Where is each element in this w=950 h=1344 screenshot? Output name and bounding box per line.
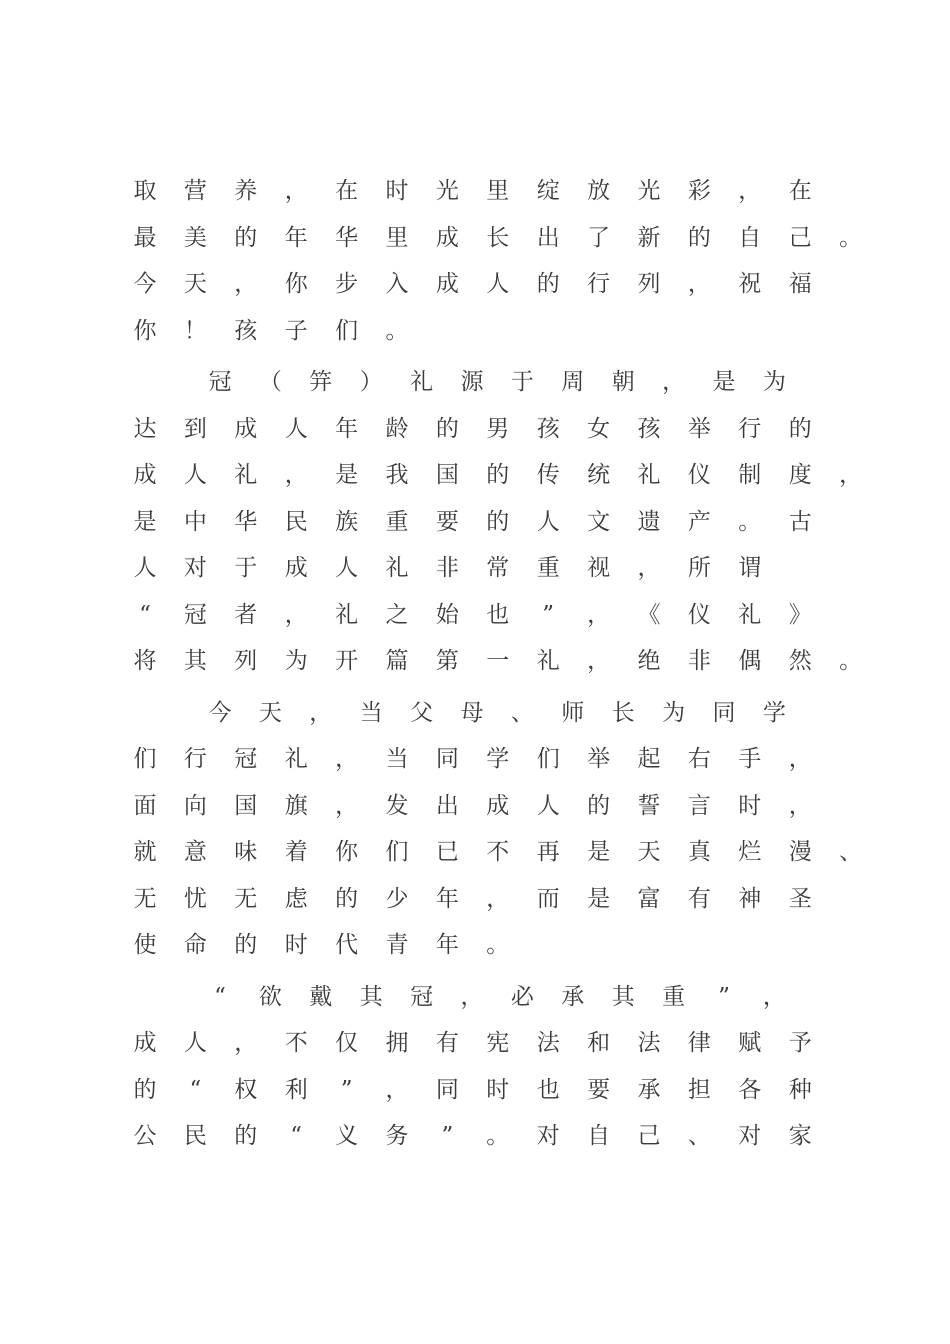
glyph: 天: [258, 699, 282, 726]
text-line: [0, 837, 950, 877]
glyph: 篇: [385, 648, 409, 674]
glyph: 民: [183, 1123, 207, 1149]
glyph: 种: [788, 1076, 812, 1103]
glyph: 成: [435, 271, 459, 297]
glyph: 务: [385, 1123, 409, 1149]
glyph: 族: [335, 508, 359, 535]
glyph: ，: [234, 1030, 258, 1056]
glyph: 产: [687, 508, 711, 535]
glyph: 所: [687, 555, 711, 581]
glyph: ，: [234, 271, 258, 297]
glyph: 权: [234, 1076, 258, 1103]
text-line: [0, 1121, 950, 1161]
glyph: 然: [788, 648, 812, 674]
text-line: [0, 316, 950, 356]
glyph: 赋: [738, 1030, 762, 1056]
glyph: ，: [385, 1076, 409, 1103]
glyph: ，: [335, 792, 359, 819]
glyph: 其: [183, 648, 207, 674]
glyph: 于: [234, 555, 258, 581]
glyph: 家: [788, 1123, 812, 1149]
glyph: 虑: [284, 885, 308, 912]
glyph: 年: [335, 415, 359, 442]
glyph: 人: [536, 792, 560, 819]
glyph: 师: [561, 699, 585, 726]
glyph: 人: [284, 415, 308, 442]
glyph: 《: [637, 601, 661, 628]
glyph: 国: [234, 792, 258, 819]
glyph: 其: [359, 983, 383, 1010]
glyph: 戴: [309, 983, 333, 1010]
text-line: [0, 507, 950, 547]
glyph: 发: [385, 792, 409, 819]
glyph: 、: [839, 839, 863, 865]
glyph: 无: [133, 885, 157, 912]
glyph: 为: [762, 369, 786, 395]
glyph: 人: [335, 555, 359, 581]
glyph: 人: [486, 271, 510, 297]
glyph: 的: [335, 885, 359, 912]
glyph: 礼: [637, 462, 661, 488]
glyph: 偶: [738, 648, 762, 674]
glyph: 富: [637, 885, 661, 912]
glyph: 第: [435, 648, 459, 674]
glyph: 右: [687, 746, 711, 772]
glyph: 同: [712, 699, 736, 726]
glyph: 是: [587, 885, 611, 912]
glyph: 时: [284, 932, 308, 958]
glyph: 源: [460, 369, 484, 395]
glyph: 真: [687, 839, 711, 865]
glyph: 男: [486, 415, 510, 442]
glyph: 新: [637, 224, 661, 251]
glyph: 龄: [385, 415, 409, 442]
glyph: 礼: [385, 555, 409, 581]
glyph: 天: [183, 271, 207, 297]
glyph: 你: [335, 839, 359, 865]
glyph: 义: [335, 1123, 359, 1149]
glyph: 同: [435, 746, 459, 772]
glyph: 。: [738, 508, 762, 535]
glyph: 步: [335, 271, 359, 297]
glyph: 的: [234, 932, 258, 958]
glyph: 重: [536, 555, 560, 581]
glyph: 。: [839, 224, 863, 251]
glyph: 你: [133, 317, 157, 344]
glyph: 绽: [536, 178, 560, 204]
glyph: 仪: [687, 601, 711, 628]
glyph: 予: [788, 1030, 812, 1056]
glyph: 者: [234, 601, 258, 628]
glyph: 而: [536, 885, 560, 912]
glyph: 里: [486, 178, 510, 204]
glyph: 自: [587, 1123, 611, 1149]
glyph: ，: [284, 178, 308, 204]
glyph: 养: [234, 178, 258, 204]
glyph: ，: [637, 555, 661, 581]
glyph: 举: [587, 746, 611, 772]
glyph: 。: [486, 932, 510, 958]
glyph: 最: [133, 224, 157, 251]
glyph: 人: [536, 508, 560, 535]
glyph: 人: [183, 462, 207, 488]
glyph: 仪: [687, 462, 711, 488]
glyph: 中: [183, 508, 207, 535]
glyph: 子: [284, 317, 308, 344]
glyph: 言: [687, 792, 711, 819]
glyph: 漫: [788, 839, 812, 865]
text-line: [0, 884, 950, 924]
glyph: 重: [385, 508, 409, 535]
glyph: 其: [611, 983, 635, 1010]
glyph: 一: [486, 648, 510, 674]
glyph: 使: [133, 932, 157, 958]
glyph: 制: [738, 462, 762, 488]
glyph: ，: [687, 271, 711, 297]
glyph: ，: [284, 601, 308, 628]
glyph: 到: [183, 415, 207, 442]
glyph: ，: [587, 648, 611, 674]
text-line: [0, 367, 950, 407]
glyph: 对: [536, 1123, 560, 1149]
glyph: 必: [510, 983, 534, 1010]
glyph: 你: [284, 271, 308, 297]
glyph: 拥: [385, 1030, 409, 1056]
glyph: 的: [133, 1076, 157, 1103]
glyph: 法: [536, 1030, 560, 1056]
glyph: 的: [486, 462, 510, 488]
text-line: [0, 269, 950, 309]
text-line: [0, 600, 950, 640]
glyph: 担: [687, 1076, 711, 1103]
glyph: 孩: [637, 415, 661, 442]
glyph: 礼: [234, 462, 258, 488]
glyph: 在: [335, 178, 359, 204]
glyph: 列: [234, 648, 258, 674]
glyph: 已: [435, 839, 459, 865]
glyph: 是: [587, 839, 611, 865]
glyph: 宪: [486, 1030, 510, 1056]
glyph: 出: [435, 792, 459, 819]
glyph: 冠: [208, 369, 232, 395]
glyph: ！: [183, 317, 207, 344]
glyph: 。: [839, 648, 863, 674]
glyph: 学: [486, 746, 510, 772]
text-line: [0, 553, 950, 593]
text-line: [0, 982, 950, 1022]
glyph: 们: [385, 839, 409, 865]
glyph: 为: [284, 648, 308, 674]
glyph: 们: [536, 746, 560, 772]
glyph: 为: [662, 699, 686, 726]
glyph: ，: [788, 746, 812, 772]
glyph: ”: [340, 1076, 353, 1103]
glyph: ，: [309, 699, 333, 726]
glyph: 有: [435, 1030, 459, 1056]
glyph: ，: [486, 885, 510, 912]
glyph: 年: [435, 885, 459, 912]
glyph: 人: [183, 1030, 207, 1056]
glyph: 利: [284, 1076, 308, 1103]
glyph: 华: [335, 224, 359, 251]
glyph: 不: [284, 1030, 308, 1056]
glyph: 。: [385, 317, 409, 344]
glyph: 青: [385, 932, 409, 958]
glyph: 始: [435, 601, 459, 628]
glyph: 誓: [637, 792, 661, 819]
glyph: 同: [435, 1076, 459, 1103]
glyph: 时: [385, 178, 409, 204]
glyph: 冠: [234, 746, 258, 772]
glyph: ”: [542, 601, 555, 628]
glyph: 无: [234, 885, 258, 912]
glyph: 出: [536, 224, 560, 251]
glyph: 谓: [738, 555, 762, 581]
glyph: 、: [687, 1123, 711, 1149]
glyph: 对: [738, 1123, 762, 1149]
glyph: 之: [385, 601, 409, 628]
glyph: 举: [687, 415, 711, 442]
glyph: 传: [536, 462, 560, 488]
glyph: 圣: [788, 885, 812, 912]
glyph: 着: [284, 839, 308, 865]
glyph: 里: [385, 224, 409, 251]
glyph: 律: [687, 1030, 711, 1056]
glyph: 承: [561, 983, 585, 1010]
glyph: 遗: [637, 508, 661, 535]
glyph: 笄: [309, 369, 333, 395]
glyph: ，: [788, 792, 812, 819]
glyph: “: [189, 1076, 202, 1103]
glyph: 光: [435, 178, 459, 204]
glyph: 天: [637, 839, 661, 865]
glyph: 于: [510, 369, 534, 395]
glyph: 成: [133, 1030, 157, 1056]
glyph: 福: [788, 271, 812, 297]
text-line: [0, 1028, 950, 1068]
text-line: [0, 930, 950, 970]
glyph: 成: [284, 555, 308, 581]
glyph: 绝: [637, 648, 661, 674]
glyph: 们: [335, 317, 359, 344]
glyph: ，: [662, 369, 686, 395]
glyph: 礼: [738, 601, 762, 628]
glyph: 入: [385, 271, 409, 297]
glyph: 礼: [536, 648, 560, 674]
glyph: 少: [385, 885, 409, 912]
glyph: 度: [788, 462, 812, 488]
glyph: 神: [738, 885, 762, 912]
glyph: 》: [788, 601, 812, 628]
glyph: 向: [183, 792, 207, 819]
glyph: 的: [687, 224, 711, 251]
glyph: 视: [587, 555, 611, 581]
glyph: 长: [611, 699, 635, 726]
glyph: 我: [385, 462, 409, 488]
glyph: 己: [637, 1123, 661, 1149]
glyph: 礼: [284, 746, 308, 772]
text-line: [0, 1075, 950, 1115]
glyph: 成: [133, 462, 157, 488]
glyph: ，: [460, 983, 484, 1010]
glyph: 当: [385, 746, 409, 772]
glyph: 命: [183, 932, 207, 958]
glyph: ，: [284, 462, 308, 488]
glyph: 意: [183, 839, 207, 865]
glyph: 礼: [335, 601, 359, 628]
glyph: 是: [335, 462, 359, 488]
glyph: 再: [536, 839, 560, 865]
glyph: 是: [133, 508, 157, 535]
glyph: 朝: [611, 369, 635, 395]
glyph: 取: [133, 178, 157, 204]
glyph: 欲: [258, 983, 282, 1010]
glyph: 的: [788, 415, 812, 442]
glyph: ，: [587, 601, 611, 628]
glyph: ”: [441, 1123, 454, 1149]
glyph: 也: [536, 1076, 560, 1103]
glyph: ，: [335, 746, 359, 772]
glyph: 成: [435, 224, 459, 251]
glyph: ）: [359, 369, 383, 395]
glyph: 礼: [410, 369, 434, 395]
glyph: ”: [718, 983, 730, 1010]
glyph: ，: [762, 983, 786, 1010]
glyph: 的: [587, 792, 611, 819]
glyph: 各: [738, 1076, 762, 1103]
glyph: 将: [133, 648, 157, 674]
text-line: [0, 646, 950, 686]
glyph: 起: [637, 746, 661, 772]
glyph: ，: [839, 462, 863, 488]
glyph: 时: [738, 792, 762, 819]
glyph: 华: [234, 508, 258, 535]
glyph: 己: [788, 224, 812, 251]
glyph: 旗: [284, 792, 308, 819]
glyph: 光: [637, 178, 661, 204]
glyph: 长: [486, 224, 510, 251]
glyph: 列: [637, 271, 661, 297]
glyph: 放: [587, 178, 611, 204]
text-line: [0, 698, 950, 738]
text-line: [0, 791, 950, 831]
glyph: 非: [687, 648, 711, 674]
glyph: 开: [335, 648, 359, 674]
glyph: 古: [788, 508, 812, 535]
glyph: 营: [183, 178, 207, 204]
glyph: 和: [587, 1030, 611, 1056]
glyph: 面: [133, 792, 157, 819]
glyph: 味: [234, 839, 258, 865]
glyph: 母: [460, 699, 484, 726]
glyph: 们: [133, 746, 157, 772]
glyph: 年: [284, 224, 308, 251]
glyph: 的: [435, 415, 459, 442]
text-line: [0, 223, 950, 263]
glyph: 承: [637, 1076, 661, 1103]
glyph: 、: [510, 699, 534, 726]
glyph: 是: [712, 369, 736, 395]
glyph: 要: [435, 508, 459, 535]
text-line: [0, 744, 950, 784]
glyph: 在: [788, 178, 812, 204]
glyph: 女: [587, 415, 611, 442]
glyph: 冠: [410, 983, 434, 1010]
text-line: [0, 460, 950, 500]
glyph: 冠: [183, 601, 207, 628]
glyph: 彩: [687, 178, 711, 204]
glyph: 有: [687, 885, 711, 912]
glyph: 达: [133, 415, 157, 442]
text-line: [0, 176, 950, 216]
glyph: “: [139, 601, 151, 628]
glyph: 公: [133, 1123, 157, 1149]
glyph: 代: [335, 932, 359, 958]
glyph: 忧: [183, 885, 207, 912]
glyph: 烂: [738, 839, 762, 865]
glyph: 统: [587, 462, 611, 488]
glyph: ，: [738, 178, 762, 204]
glyph: 法: [637, 1030, 661, 1056]
glyph: 年: [435, 932, 459, 958]
glyph: 周: [561, 369, 585, 395]
glyph: 重: [662, 983, 686, 1010]
glyph: 学: [762, 699, 786, 726]
glyph: 今: [133, 271, 157, 297]
glyph: 文: [587, 508, 611, 535]
text-line: [0, 414, 950, 454]
glyph: 祝: [738, 271, 762, 297]
glyph: 的: [486, 508, 510, 535]
glyph: 孩: [234, 317, 258, 344]
glyph: 国: [435, 462, 459, 488]
glyph: 也: [486, 601, 510, 628]
glyph: 对: [183, 555, 207, 581]
glyph: 仅: [335, 1030, 359, 1056]
glyph: “: [290, 1123, 303, 1149]
glyph: 自: [738, 224, 762, 251]
glyph: 孩: [536, 415, 560, 442]
glyph: （: [258, 369, 282, 395]
glyph: 成: [234, 415, 258, 442]
glyph: 手: [738, 746, 762, 772]
glyph: 不: [486, 839, 510, 865]
glyph: 父: [410, 699, 434, 726]
glyph: “: [214, 983, 226, 1010]
glyph: 当: [359, 699, 383, 726]
glyph: 人: [133, 555, 157, 581]
glyph: 。: [486, 1123, 510, 1149]
glyph: 成: [486, 792, 510, 819]
glyph: 要: [587, 1076, 611, 1103]
glyph: 行: [183, 746, 207, 772]
glyph: 常: [486, 555, 510, 581]
glyph: 了: [587, 224, 611, 251]
glyph: 美: [183, 224, 207, 251]
glyph: 民: [284, 508, 308, 535]
glyph: 就: [133, 839, 157, 865]
glyph: 的: [234, 1123, 258, 1149]
glyph: 时: [486, 1076, 510, 1103]
glyph: 的: [536, 271, 560, 297]
glyph: 行: [738, 415, 762, 442]
glyph: 行: [587, 271, 611, 297]
glyph: 今: [208, 699, 232, 726]
glyph: 非: [435, 555, 459, 581]
glyph: 的: [234, 224, 258, 251]
